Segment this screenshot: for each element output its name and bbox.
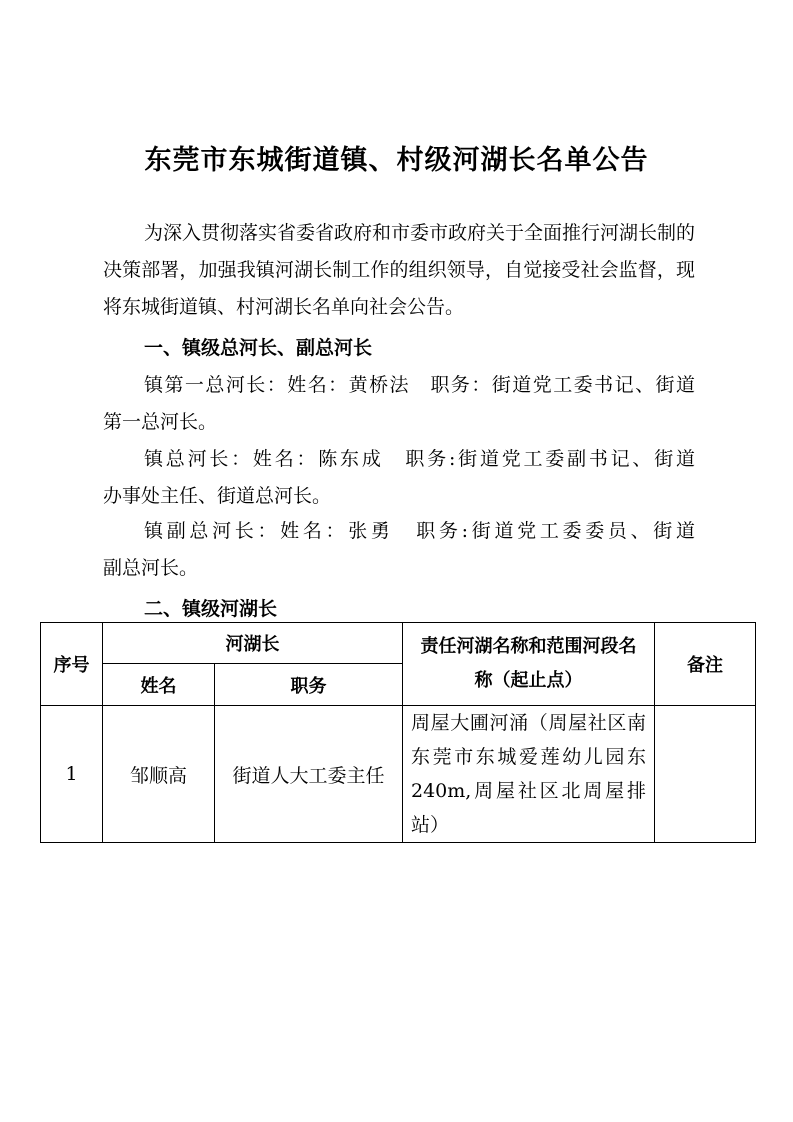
cell-scope: 周屋大圃河涌（周屋社区南东莞市东城爱莲幼儿园东240m,周屋社区北周屋排站） — [403, 706, 655, 843]
table-row — [41, 706, 756, 843]
entry-chief-line2: 办事处主任、街道总河长。 — [103, 485, 332, 507]
section2-heading: 二、镇级河湖长 — [144, 598, 278, 620]
section1-heading: 一、镇级总河长、副总河长 — [144, 337, 373, 359]
header-river-chief: 河湖长 — [103, 623, 403, 664]
header-position: 职务 — [215, 664, 403, 706]
intro-paragraph: 为深入贯彻落实省委省政府和市委市政府关于全面推行河湖长制的决策部署，加强我镇河湖长制工作的组织领导，自觉接受社会监督，现将东城街道镇、村河湖长名单向社会公告。 — [103, 222, 696, 318]
entry-chief — [103, 441, 695, 515]
cell-position: 街道人大工委主任 — [215, 706, 403, 843]
cell-remark — [655, 706, 756, 843]
river-chief-table — [40, 622, 756, 843]
header-name: 姓名 — [103, 664, 215, 706]
entry-first-chief-line2: 第一总河长。 — [103, 411, 218, 433]
cell-name: 邹顺高 — [103, 706, 215, 843]
header-scope: 责任河湖名称和范围河段名称（起止点） — [403, 623, 655, 706]
header-seq: 序号 — [41, 623, 103, 706]
entry-chief-line1: 镇总河长：姓名：陈东成 职务:街道党工委副书记、街道 — [144, 448, 695, 470]
page-title: 东莞市东城街道镇、村级河湖长名单公告 — [144, 145, 649, 176]
entry-first-chief-line1: 镇第一总河长：姓名：黄桥法 职务：街道党工委书记、街道 — [144, 374, 695, 396]
header-remark: 备注 — [655, 623, 756, 706]
entry-first-chief — [103, 367, 695, 441]
entry-deputy-chief — [103, 513, 695, 587]
table-header-row — [41, 623, 756, 664]
cell-seq: 1 — [41, 706, 103, 843]
entry-deputy-chief-line1: 镇副总河长：姓名：张勇 职务:街道党工委委员、街道 — [144, 520, 695, 542]
entry-deputy-chief-line2: 副总河长。 — [103, 557, 199, 579]
